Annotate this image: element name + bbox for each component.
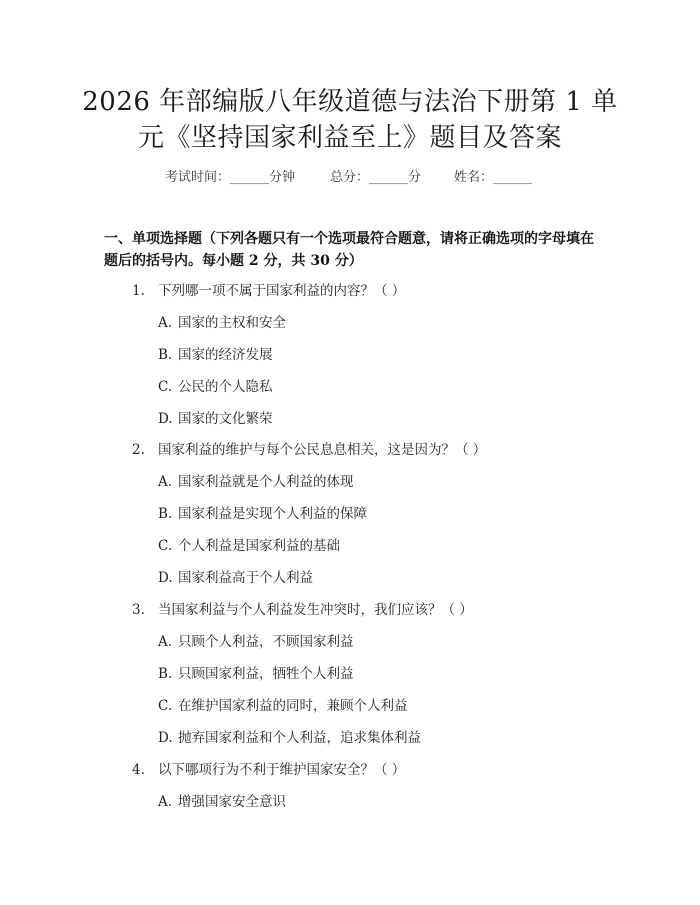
question-text: 下列哪一项不属于国家利益的内容？（ ） <box>158 283 406 299</box>
question-2-option-c <box>158 536 598 556</box>
option-text: 只顾国家利益，牺牲个人利益 <box>178 666 354 682</box>
option-text: 国家利益高于个人利益 <box>178 570 313 586</box>
option-letter: B. <box>158 347 173 363</box>
option-letter: B. <box>158 666 173 682</box>
option-letter: D. <box>158 411 173 427</box>
exam-total-score: 总分：______分 <box>330 170 422 185</box>
question-2-option-b <box>158 504 598 524</box>
exam-name: 姓名：______ <box>454 170 533 185</box>
option-letter: A. <box>158 474 173 490</box>
document-title-line-1: 2026 年部编版八年级道德与法治下册第 1 单 <box>82 87 618 117</box>
question-3 <box>132 600 612 620</box>
option-text: 个人利益是国家利益的基础 <box>178 538 340 554</box>
option-text: 抛弃国家利益和个人利益，追求集体利益 <box>178 730 421 746</box>
option-letter: D. <box>158 570 173 586</box>
option-text: 只顾个人利益，不顾国家利益 <box>178 634 354 650</box>
option-letter: A. <box>158 794 173 810</box>
option-text: 国家的主权和安全 <box>178 315 286 331</box>
question-3-option-c <box>158 696 598 716</box>
question-number: 3. <box>132 602 145 618</box>
question-1-option-d <box>158 409 598 429</box>
section-heading-line-2: 题后的括号内。每小题 2 分，共 30 分） <box>104 253 363 269</box>
option-letter: B. <box>158 506 173 522</box>
option-letter: C. <box>158 538 173 554</box>
question-text: 以下哪项行为不利于维护国家安全？（ ） <box>158 762 406 778</box>
question-number: 2. <box>132 442 145 458</box>
option-letter: A. <box>158 634 173 650</box>
question-text: 国家利益的维护与每个公民息息相关，这是因为？（ ） <box>158 442 487 458</box>
option-letter: C. <box>158 698 173 714</box>
exam-time: 考试时间：______分钟 <box>165 170 296 185</box>
option-text: 国家的经济发展 <box>178 347 273 363</box>
option-text: 国家利益就是个人利益的体现 <box>178 474 354 490</box>
option-text: 公民的个人隐私 <box>178 379 273 395</box>
option-letter: C. <box>158 379 173 395</box>
question-3-option-a <box>158 632 598 652</box>
question-text: 当国家利益与个人利益发生冲突时，我们应该？（ ） <box>158 602 473 618</box>
question-2-option-d <box>158 568 598 588</box>
option-text: 国家的文化繁荣 <box>178 411 273 427</box>
question-3-option-b <box>158 664 598 684</box>
option-text: 增强国家安全意识 <box>178 794 286 810</box>
section-heading <box>104 228 604 272</box>
question-4 <box>132 760 612 780</box>
question-1-option-c <box>158 377 598 397</box>
question-2 <box>132 440 612 460</box>
option-text: 国家利益是实现个人利益的保障 <box>178 506 367 522</box>
option-letter: A. <box>158 315 173 331</box>
question-1 <box>132 281 612 301</box>
question-1-option-a <box>158 313 598 333</box>
question-1-option-b <box>158 345 598 365</box>
question-3-option-d <box>158 728 598 748</box>
question-4-option-a <box>158 792 598 812</box>
option-text: 在维护国家利益的同时，兼顾个人利益 <box>178 698 408 714</box>
question-2-option-a <box>158 472 598 492</box>
question-number: 1. <box>132 283 145 299</box>
document-title-line-2: 元《坚持国家利益至上》题目及答案 <box>137 123 562 153</box>
question-number: 4. <box>132 762 145 778</box>
section-heading-line-1: 一、单项选择题（下列各题只有一个选项最符合题意，请将正确选项的字母填在 <box>104 231 594 247</box>
option-letter: D. <box>158 730 173 746</box>
